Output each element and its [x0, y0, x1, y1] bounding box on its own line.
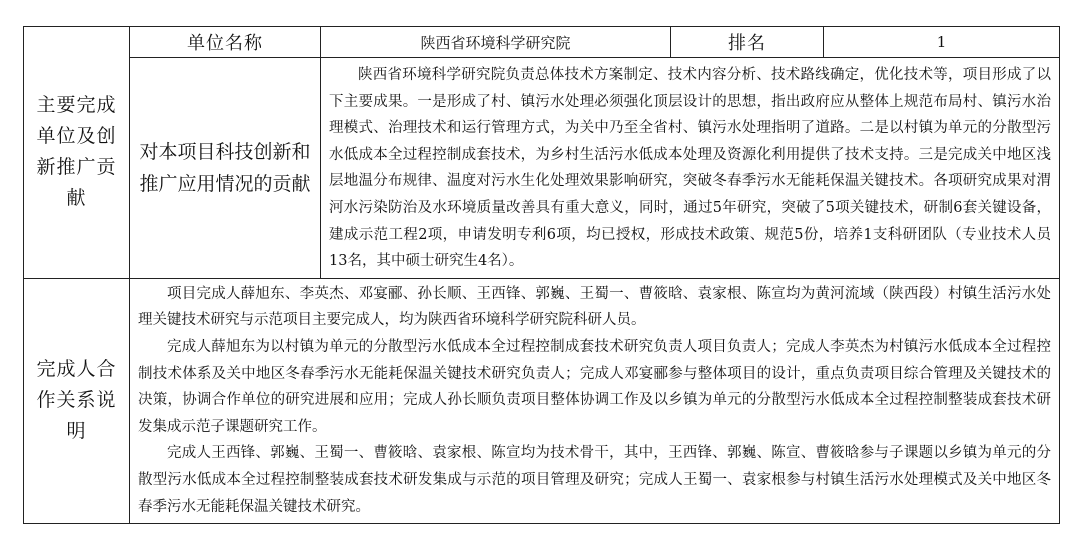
contribution-label: 对本项目科技创新和推广应用情况的贡献	[130, 58, 321, 279]
rank-value: 1	[824, 27, 1060, 58]
collaboration-text-cell	[130, 278, 1060, 523]
collaboration-paragraph-1: 项目完成人薛旭东、李英杰、邓宴郦、孙长顺、王西锋、郭巍、王蜀一、曹筱晗、袁家根、陈宣均为黄河流域（陕西段）村镇生活污水处理关键技术研究与示范项目主要完成人，均为陕西省环境科学研究院科研人员。	[138, 285, 1051, 329]
contribution-row	[24, 58, 1060, 279]
main-unit-section-label: 主要完成单位及创新推广贡献	[24, 27, 130, 279]
contribution-text: 陕西省环境科学研究院负责总体技术方案制定、技术内容分析、技术路线确定，优化技术等，项目形成了以下主要成果。一是形成了村、镇污水处理必须强化顶层设计的思想，指出政府应从整体上规范布局村、镇污水治理模式、治理技术和运行管理方式，为关中乃至全省村、镇污水处理指明了道路。二是以村镇为单元的分散型污水低成本全过程控制成套技术，为乡村生活污水低成本处理及资源化利用提供了技术支持。三是完成关中地区浅层地温分布规律、温度对污水生化处理效果影响研究，突破冬春季污水无能耗保温关键技术。各项研究成果对渭河水污染防治及水环境质量改善具有重大意义，同时，通过5年研究，突破了5项关键技术，研制6套关键设备，建成示范工程2项，申请发明专利6项，均已授权，形成技术政策、规范5份，培养1支科研团队（专业技术人员13名，其中硕士研究生4名）。	[329, 67, 1051, 270]
unit-name-label: 单位名称	[130, 27, 321, 58]
collaboration-paragraph-3: 完成人王西锋、郭巍、王蜀一、曹筱晗、袁家根、陈宣均为技术骨干，其中，王西锋、郭巍、陈宣、曹筱晗参与子课题以乡镇为单元的分散型污水低成本全过程控制整装成套技术研发集成与示范的项目管理及研究；完成人王蜀一、袁家根参与村镇生活污水处理模式及关中地区冬春季污水无能耗保温关键技术研究。	[138, 445, 1051, 515]
collaboration-row	[24, 278, 1060, 523]
contribution-text-cell	[321, 58, 1060, 279]
unit-row	[24, 27, 1060, 58]
unit-name-value: 陕西省环境科学研究院	[321, 27, 671, 58]
rank-label: 排名	[671, 27, 824, 58]
collaboration-label: 完成人合作关系说明	[24, 278, 130, 523]
collaboration-paragraph-2: 完成人薛旭东为以村镇为单元的分散型污水低成本全过程控制成套技术研究负责人项目负责人；完成人李英杰为村镇污水低成本全过程控制技术体系及关中地区冬春季污水无能耗保温关键技术研究负责人；完成人邓宴郦参与整体项目的设计，重点负责项目综合管理及关键技术的决策，协调合作单位的研究进展和应用；完成人孙长顺负责项目整体协调工作及以乡镇为单元的分散型污水低成本全过程控制整装成套技术研发集成示范子课题研究工作。	[138, 338, 1051, 435]
award-form-table	[23, 26, 1060, 524]
